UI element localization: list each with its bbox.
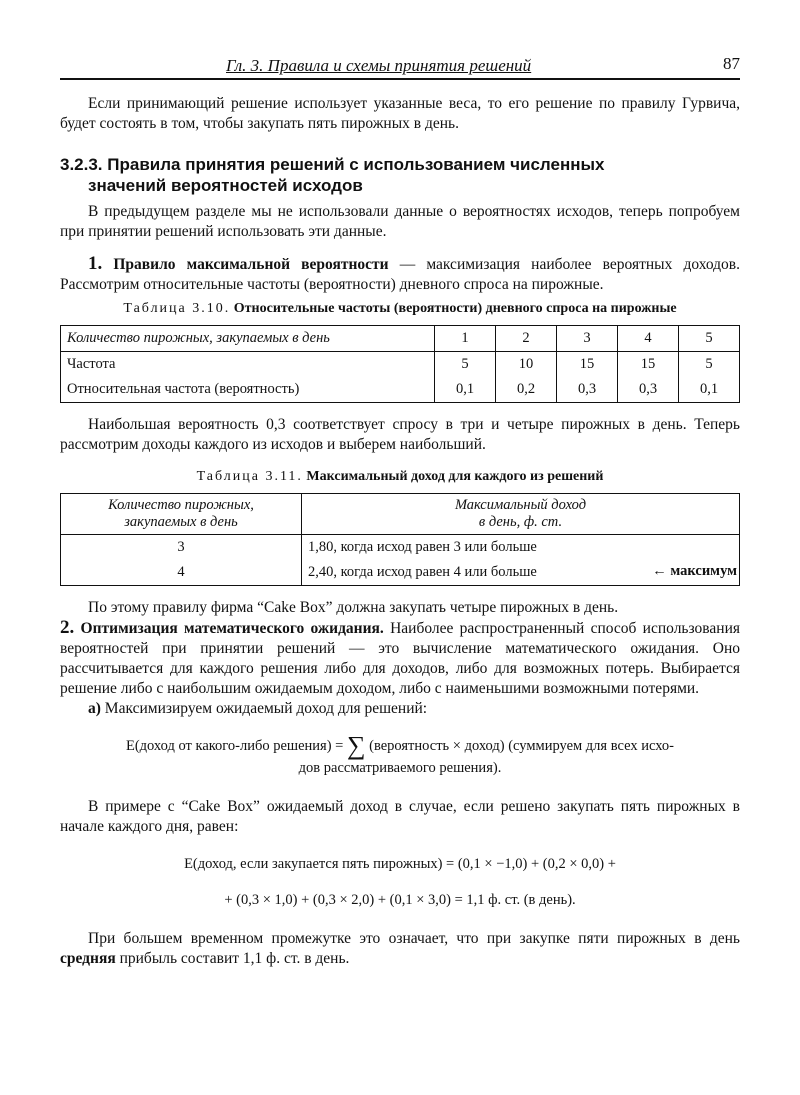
table-row bbox=[61, 560, 740, 586]
header-col-3: 3 bbox=[557, 326, 618, 352]
page-number: 87 bbox=[723, 54, 740, 73]
frequency-table bbox=[60, 325, 740, 403]
conclusion-after: прибыль составит 1,1 ф. ст. в день. bbox=[115, 950, 350, 967]
table-cell: 0,1 bbox=[679, 377, 740, 403]
table-cell: 4 bbox=[61, 560, 302, 586]
calculation-formula bbox=[60, 853, 740, 911]
calc-line1: Е(доход, если закупается пять пирожных) = (0,1 × −1,0) + (0,2 × 0,0) + bbox=[184, 856, 616, 872]
formula-left: Е(доход от какого-либо решения) = bbox=[125, 738, 347, 754]
table-row bbox=[61, 535, 740, 561]
header-income bbox=[302, 494, 740, 535]
sigma-symbol: ∑ bbox=[346, 731, 366, 760]
paragraph-cake-box-example: В примере с “Cake Box” ожидаемый доход в случае, если решено закупать пять пирожных в начале каждого дня, равен: bbox=[60, 798, 740, 835]
header-label: Количество пирожных, закупаемых в день bbox=[61, 326, 435, 352]
table-cell: 15 bbox=[618, 352, 679, 378]
formula-line2: дов рассматриваемого решения). bbox=[298, 760, 502, 776]
table-row bbox=[61, 352, 740, 378]
table-cell: 15 bbox=[557, 352, 618, 378]
item-a-label: а) bbox=[88, 700, 101, 717]
item-a-text: Максимизируем ожидаемый доход для решений: bbox=[100, 700, 428, 717]
rule2-title: Оптимизация математического ожидания. bbox=[80, 620, 384, 637]
section-heading bbox=[60, 154, 740, 196]
section-title-line1: 3.2.3. Правила принятия решений с использованием численных bbox=[60, 155, 605, 174]
table-header-row bbox=[61, 326, 740, 352]
rule1-title: Правило максимальной вероятности bbox=[113, 256, 389, 273]
paragraph-max-probability: Наибольшая вероятность 0,3 соответствует спросу в три и четыре пирожных в день. Теперь рассмотрим доходы каждого из исходов и выберем наибольший. bbox=[60, 416, 740, 453]
rule1-number: 1. bbox=[88, 253, 103, 274]
paragraph-intro: В предыдущем разделе мы не использовали данные о вероятностях исходов, теперь попробуем при принятии решений использовать эти данные. bbox=[60, 203, 740, 240]
table-cell bbox=[302, 560, 740, 586]
table-cell: 5 bbox=[679, 352, 740, 378]
table-cell: 0,1 bbox=[435, 377, 496, 403]
header-col-2: 2 bbox=[496, 326, 557, 352]
rule1-paragraph bbox=[60, 254, 740, 295]
header-col-4: 4 bbox=[618, 326, 679, 352]
book-page bbox=[60, 52, 740, 969]
table-cell: 3 bbox=[61, 535, 302, 561]
table-cell: 10 bbox=[496, 352, 557, 378]
paragraph-cake-box-rule: По этому правилу фирма “Cake Box” должна закупать четыре пирожных в день. bbox=[88, 599, 619, 616]
header-quantity bbox=[61, 494, 302, 535]
header-quantity-line2: закупаемых в день bbox=[124, 514, 238, 530]
rule2-number: 2. bbox=[60, 617, 75, 638]
header-col-5: 5 bbox=[679, 326, 740, 352]
paragraph-hurwicz: Если принимающий решение использует указанные веса, то его решение по правилу Гурвича, будет состоять в том, чтобы закупать пять пирожных в день. bbox=[60, 95, 740, 132]
maximum-marker: ← максимум bbox=[652, 563, 737, 579]
table-cell: 5 bbox=[435, 352, 496, 378]
table-cell: 0,2 bbox=[496, 377, 557, 403]
rule1-text: — максимизация наиболее вероятных доходов. Рассмотрим относительные частоты (вероятности) дневного спроса на пирожные. bbox=[60, 256, 741, 293]
table1-caption-prefix: Таблица 3.10. bbox=[123, 301, 231, 316]
formula-right: (вероятность × доход) (суммируем для всех исхо- bbox=[365, 738, 674, 754]
table2-caption-prefix: Таблица 3.11. bbox=[196, 469, 303, 484]
income-text: 2,40, когда исход равен 4 или больше bbox=[308, 564, 537, 580]
row-label: Частота bbox=[61, 352, 435, 378]
item-a bbox=[60, 699, 740, 719]
rule2-paragraph bbox=[60, 618, 740, 699]
table1-caption bbox=[60, 301, 740, 317]
header-quantity-line1: Количество пирожных, bbox=[108, 497, 254, 513]
table2-caption-title: Максимальный доход для каждого из решений bbox=[306, 469, 604, 484]
table-cell: 1,80, когда исход равен 3 или больше bbox=[302, 535, 740, 561]
header-income-line1: Максимальный доход bbox=[454, 497, 587, 513]
calc-line2: + (0,3 × 1,0) + (0,3 × 2,0) + (0,1 × 3,0) = 1,1 ф. ст. (в день). bbox=[224, 892, 576, 908]
table-cell: 0,3 bbox=[618, 377, 679, 403]
conclusion-bold: средняя bbox=[60, 950, 116, 967]
table-cell: 0,3 bbox=[557, 377, 618, 403]
expected-value-formula bbox=[60, 731, 740, 779]
table2-caption bbox=[60, 469, 740, 485]
table-row bbox=[61, 377, 740, 403]
section-title-line2: значений вероятностей исходов bbox=[88, 176, 363, 195]
conclusion-before: При большем временном промежутке это означает, что при закупке пяти пирожных в день bbox=[88, 930, 740, 947]
rule2-text: Наиболее распространенный способ использования вероятностей при принятии решений — это вычисление математического ожидания. Оно рассчитывается для каждого решения либо для доходов, либо для возможных потерь. Выбирается решение либо с наибольшим ожидаемым доходом, либо с наименьшими возможными потерями. bbox=[60, 620, 740, 697]
paragraph-conclusion bbox=[60, 929, 740, 969]
header-col-1: 1 bbox=[435, 326, 496, 352]
table1-caption-title: Относительные частоты (вероятности) дневного спроса на пирожные bbox=[233, 301, 677, 316]
chapter-title: Гл. 3. Правила и схемы принятия решений bbox=[226, 56, 532, 75]
row-label: Относительная частота (вероятность) bbox=[61, 377, 435, 403]
header-income-line2: в день, ф. ст. bbox=[478, 514, 563, 530]
running-header bbox=[60, 52, 740, 80]
table-header-row bbox=[61, 494, 740, 535]
max-income-table bbox=[60, 493, 740, 586]
